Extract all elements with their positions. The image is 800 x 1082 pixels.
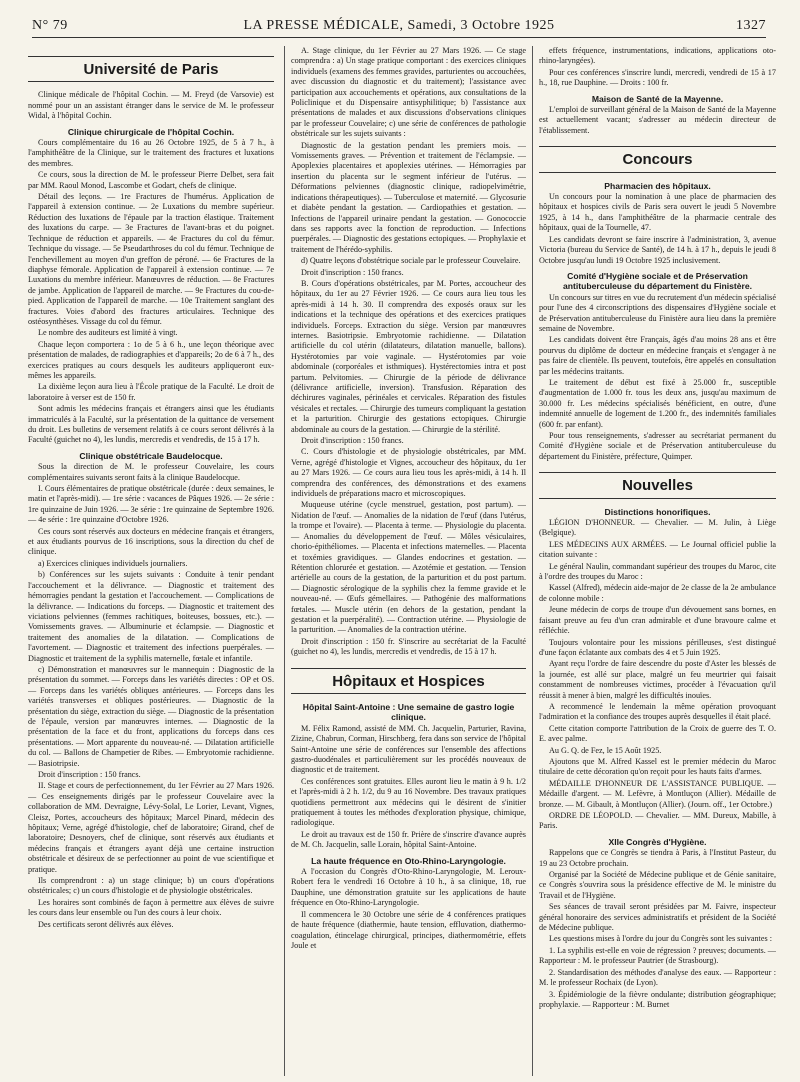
paragraph: Ayant reçu l'ordre de faire descendre du poste d'Aster les blessés de la journée, est allé sur place, malgré un feu meurtrier qui faisait constamment de nombreuses victimes, procéder à l'évacuation qu'il réussit à mener à bien, malgré les difficultés inouïes. (539, 659, 776, 700)
paragraph: Sous la direction de M. le professeur Couvelaire, les cours complémentaires suivants seront faits à la clinique Baudelocque. (28, 462, 274, 482)
paragraph: Au G. Q. de Fez, le 15 Août 1925. (549, 745, 662, 755)
column-3-body (539, 46, 776, 1010)
paragraph: A recommencé le lendemain la même opération provoquant l'admiration et la confiance des troupes auprès desquelles il était placé. (539, 701, 776, 722)
column-3 (532, 46, 776, 1076)
article-heading: Hôpital Saint-Antoine : Une semaine de gastro logie clinique. (302, 701, 515, 723)
paragraph: Ces cours sont réservés aux docteurs en médecine français et étrangers, et aux étudiants pourvus de 16 inscriptions, sous la direction du chef de clinique. (28, 526, 274, 557)
article-heading: Maison de Santé de la Mayenne. (591, 93, 724, 104)
paragraph: Le droit au travaux est de 150 fr. Prière de s'inscrire d'avance auprès de M. Ch. Jacquelin, salle Lorain, hôpital Saint-Antoine. (291, 829, 526, 850)
paragraph: Le nombre des auditeurs est limité à vingt. (38, 328, 178, 338)
paragraph: Détail des leçons. — 1re Fractures de l'humérus. Application de l'appareil à extension continue. — 2e Luxations du membre supérieur. Réduction des luxations de l'épaule par la traction élastique. Traitement des luxations du carpe. — 3e Fractures de l'avant-bras et du poignet. Technique de réduction et appareils. — 4e Fractures du col du fémur. Technique du vissage. — 5e Pseudarthroses du col du fémur. Technique de l'enchevillement au moyen d'un greffon de péroné. — 6e Fractures de la diaphyse fémorale. Application de l'appareil à extension continue. — 7e Luxations du membre inférieur. Manœuvres de réduction. — 8e Fractures de jambe. Application de l'appareil de marche. — 9e Fractures du cou-de-pied. Application de l'appareil de marche. — 10e Traitement sanglant des fractures. Voies d'abord des fractures articulaires. Technique des ostéosynthèses. Vissage du col du fémur. (28, 192, 274, 326)
paragraph: Muqueuse utérine (cycle menstruel, gestation, post partum). — Nidation de l'œuf. — Anomalies de la nidation de l'œuf (dans l'utérus, la trompe et l'ovaire). — Placenta à terme. — Physiologie du placenta. — Anomalies du développement de l'œuf. — Môles vésiculaires, chorio-épithéliomes. — Placenta et infections maternelles. — Placenta et toxémies gravidiques. — Glandes endocrines et gestation. — Rétention chlorurée et gestation. — Azotémie et gestation. — Tension artérielle au cours de la gestation, de la parturition et du post partum. — Diagnostic sérologique de la syphilis chez la femme gravide et le nouveau-né. — Œufs gémellaires. — Pathogénie des malformations fœtales. — Muscle utérin (en dehors de la gestation, pendant la gestation et la puerpéralité). — Contraction utérine. — Physiologie de la parturition. — Anomalies de la contraction utérine. (291, 500, 526, 635)
paragraph: 3. Épidémiologie de la fièvre ondulante; distribution géographique; prophylaxie. — Rapporteur : M. Burnet (539, 989, 776, 1009)
paragraph: B. Cours d'opérations obstétricales, par M. Portes, accoucheur des hôpitaux, du 1er au 27 Février 1926. — Ce cours aura lieu tous les après-midi à 14 h. 30. Il comprendra des exposés oraux sur les indications et la technique des opérations et des exercices pratiques individuels. Forceps. Extraction du siège. Version par manœuvres internes. Basiotripsie. Embryotomie rachidienne. — Dilatation artificielle du col utérin (dilatateurs, dilatation manuelle, ballons). Hystérotomies par voie vaginale. — Hystérotomies par voie abdominale (corporéales et isthmiques). Hystérectomies intra et post partum. Pelvitomies. — Chirurgie de la période de délivrance (délivrance artificielle, inversion). Transfusion. Réparation des déchirures vaginales, périnéales et cervicales. Réparation des fistules vésicales et rectales. — Chirurgie des tumeurs compliquant la gestation et la parturition. Chirurgie des gestations ectopiques. Chirurgie abdominale au cours de la gestation. — Chirurgie de la stérilité. (291, 278, 526, 434)
paragraph: Organisé par la Société de Médecine publique et de Génie sanitaire, ce Congrès s'ouvrira sous la présidence effective de M. le ministre du Travail et de l'Hygiène. (539, 870, 776, 900)
article-heading: Pharmacien des hôpitaux. (604, 180, 711, 191)
paragraph: Des certificats seront délivrés aux élèves. (38, 919, 174, 929)
paragraph: LES MÉDECINS AUX ARMÉES. — Le Journal officiel publie la citation suivante : (539, 539, 776, 560)
paragraph: Le général Naulin, commandant supérieur des troupes du Maroc, cite à l'ordre des troupes du Maroc : (539, 561, 776, 582)
section-title: Concours (622, 151, 693, 169)
paragraph: Les questions mises à l'ordre du jour du Congrès sont les suivantes : (549, 934, 772, 944)
paragraph: A. Stage clinique, du 1er Février au 27 Mars 1926. — Ce stage comprendra : a) Un stage pratique comportant : des exercices cliniques individuels (examens des femmes gravides, parturientes ou accouchées, avec discussion du diagnostic et du traitement); l'assistance avec participation aux accouchements et opérations, aux consultations de la Policlinique et du Dispensaire antisyphilitique; b) l'assistance aux présentations de malades et aux discussions d'observations cliniques par le professeur Couvelaire; c) une série de conférences de pathologie obstétricale sur les sujets suivants : (291, 46, 526, 139)
article-heading: Clinique obstétricale Baudelocque. (79, 450, 223, 461)
section-title: Hôpitaux et Hospices (332, 672, 485, 690)
paragraph: d) Quatre leçons d'obstétrique sociale par le professeur Couvelaire. (301, 256, 521, 266)
paragraph: Cette citation comporte l'attribution de la Croix de guerre des T. O. E. avec palme. (539, 723, 776, 744)
paragraph: a) Exercices cliniques individuels journaliers. (38, 558, 188, 568)
paragraph: I. Cours élémentaires de pratique obstétricale (durée : deux semaines, le matin et l'après-midi). — 1re série : vacances de Pâques 1926. — 2e série : 1re quinzaine de Juin 1926. — 3e série : 1re quinzaine de Septembre 1926. — 4e série : 1re quinzaine d'Octobre 1926. (28, 484, 274, 525)
paragraph: Droit d'inscription : 150 francs. (38, 770, 141, 779)
running-header (32, 18, 766, 38)
paragraph: M. Félix Ramond, assisté de MM. Ch. Jacquelin, Parturier, Ravina, Zizine, Chabrun, Corman, Hirschberg, fera dans son service de l'hôpital Saint-Antoine une série de conférences sur l'ensemble des affections gastro-duodénales et particulièrement sur les procédés nouveaux de diagnostic et de traitement. (291, 723, 526, 775)
paragraph: effets fréquence, instrumentations, indications, applications oto-rhino-laryngées). (539, 46, 776, 66)
paragraph: Sont admis les médecins français et étrangers ainsi que les étudiants immatriculés à la Faculté, sur la présentation de la quittance de versement du droit. Les bulletins de versement relatifs à ce cours seront délivrés à la Faculté (guichet no 4), les lundis, mercredis et vendredis, de 15 à 17 h. (28, 404, 274, 445)
paragraph: Clinique médicale de l'hôpital Cochin. — M. Freyd (de Varsovie) est nommé pour un an assistant étranger dans le service de M. le professeur Widal, à l'hôpital Cochin. (28, 90, 274, 121)
column-2 (284, 46, 526, 1076)
paragraph: b) Conférences sur les sujets suivants : Conduite à tenir pendant l'accouchement et la délivrance. — Diagnostic et traitement des hémorragies pendant la gestation et l'accouchement. — Complications de la délivrance. — Indications du forceps. — Diagnostic et traitement des viciations pelviennes (femmes rachitiques, boiteuses, bossues, etc.). — Vomissements graves. — Albuminurie et éclampsie. — Diagnostic et traitement des anomalies de la dilatation. — Complications de l'avortement. — Diagnostic et traitement des infections puerpérales. — Diagnostic et traitement de la syphilis maternelle, fœtale et infantile. (28, 570, 274, 663)
paragraph: Diagnostic de la gestation pendant les premiers mois. — Vomissements graves. — Prévention et traitement de l'éclampsie. — Apoplexies placentaires et apoplexies utérines. — Hémorragies par insertion du placenta sur le segment inférieur de l'utérus. — Déformations pelviennes (diagnostic clinique, radiopelvimétrie, indications thérapeutiques). — Tuberculose et maternité. — Glycosurie et diabète pendant la gestation. — Cardiopathies et gestation. — Infections de l'appareil urinaire pendant la gestation. — Gonococcie dans ses rapports avec la fonction de reproduction. — Infections puerpérales. — Diagnostic des gestations ectopiques. — Prophylaxie et traitement de l'hérédo-syphilis. (291, 140, 526, 254)
article-heading: La haute fréquence en Oto-Rhino-Laryngologie. (311, 855, 506, 866)
paragraph: C. Cours d'histologie et de physiologie obstétricales, par MM. Verne, agrégé d'histologie et Vignes, accoucheur des hôpitaux, du 1er au 27 Mars 1926. — Ce cours aura lieu tous les après-midi, à 14 h. Il comprendra des conférences, des démonstrations et des examens individuels de préparations macro et microscopiques. (291, 447, 526, 499)
paragraph: Droit d'inscription : 150 francs. (301, 267, 404, 277)
paragraph: Pour tous renseignements, s'adresser au secrétariat permanent du Comité d'Hygiène sociale et de Préservation antituberculeuse du département du Finistère, préfecture, Quimper. (539, 431, 776, 461)
paragraph: Jeune médecin de corps de troupe d'un dévouement sans bornes, en faisant preuve au feu d'un cran admirable et d'une bravoure calme et réfléchie. (539, 605, 776, 636)
paragraph: Droit d'inscription : 150 fr. S'inscrire au secrétariat de la Faculté (guichet no 4), les lundis, mercredis et vendredis, de 15 à 17 h. (291, 636, 526, 657)
paragraph: L'emploi de surveillant général de la Maison de Santé de la Mayenne est actuellement vacant; s'adresser au médecin directeur de l'établissement. (539, 105, 776, 135)
paragraph: Ce cours, sous la direction de M. le professeur Pierre Delbet, sera fait par MM. Raoul Monod, Lascombe et Godart, chefs de clinique. (28, 170, 274, 190)
page-number: 1327 (736, 18, 766, 33)
paragraph: LÉGION D'HONNEUR. — Chevalier. — M. Julin, à Liège (Belgique). (539, 518, 776, 538)
paragraph: Pour ces conférences s'inscrire lundi, mercredi, vendredi de 15 à 17 h., 18, rue Dauphine. — Droits : 100 fr. (539, 67, 776, 88)
paragraph: La dixième leçon aura lieu à l'École pratique de la Faculté. Le droit de laboratoire à verser est de 150 fr. (28, 382, 274, 402)
article-heading: Comité d'Hygiène sociale et de Préservation antituberculeuse du département du Finistère. (562, 270, 753, 292)
paragraph: Kassel (Alfred), médecin aide-major de 2e classe de la 2e ambulance de colonne mobile : (539, 583, 776, 603)
paragraph: A l'occasion du Congrès d'Oto-Rhino-Laryngologie, M. Leroux-Robert fera le vendredi 16 Octobre à 10 h., à sa clinique, 18, rue Dauphine, une démonstration gratuite sur les applications de haute fréquence en Oto-Rhino-Laryngologie. (291, 867, 526, 908)
column-1 (28, 46, 274, 1076)
paragraph: Un concours sur titres en vue du recrutement d'un médecin spécialisé pour l'une des 4 circonscriptions des dispensaires d'Hygiène sociale et de Préservation antituberculeuse du Finistère aura lieu dans la première semaine de Novembre. (539, 292, 776, 333)
paragraph: 1. La syphilis est-elle en voie de régression ? preuves; documents. — Rapporteur : M. le professeur Pautrier (de Strasbourg). (539, 945, 776, 966)
paragraph: MÉDAILLE D'HONNEUR DE L'ASSISTANCE PUBLIQUE. — Médaille d'argent. — M. Lefèvre, à Montluçon (Allier). Médaille de bronze. — M. Gibault, à Montluçon (Allier). (Journ. off., 1er Octobre.) (539, 778, 776, 809)
section-header (539, 472, 776, 498)
section-header (291, 668, 526, 694)
paragraph: ORDRE DE LÉOPOLD. — Chevalier. — MM. Dureux, Mabille, à Paris. (539, 811, 776, 831)
article-heading: Distinctions honorifiques. (604, 506, 711, 517)
paragraph: Ces conférences sont gratuites. Elles auront lieu le matin à 9 h. 1/2 et l'après-midi à 2 h. 1/2, du 9 au 16 Novembre. Des travaux pratiques quotidiens permettront aux médecins qui le désirent de s'initier pratiquement à toutes les méthodes d'exploration physique, chimique, radiologique. (291, 776, 526, 828)
section-title: Nouvelles (622, 477, 693, 495)
paragraph: Les candidats doivent être Français, âgés d'au moins 28 ans et être pourvus du diplôme de docteur en médecine français et s'engager à ne pas faire de clientèle. Ils peuvent, toutefois, être appelés en consultation par les médecins traitants. (539, 335, 776, 376)
column-1-body (28, 90, 274, 930)
article-heading: XIIe Congrès d'Hygiène. (608, 836, 707, 847)
newspaper-title: LA PRESSE MÉDICALE, Samedi, 3 Octobre 1925 (243, 18, 555, 33)
paragraph: Cours complémentaire du 16 au 26 Octobre 1925, de 5 à 7 h., à l'amphithéâtre de la Clinique, sur le traitement des fractures et luxations des membres. (28, 138, 274, 168)
section-header-universite (28, 56, 274, 82)
paragraph: Chaque leçon comportera : 1o de 5 à 6 h., une leçon théorique avec présentation de malades, de radiographies et d'appareils; 2o de 6 à 7 h., des exercices pratiques au cours desquels les auditeurs appliqueront eux-mêmes les appareils. (28, 339, 274, 380)
paragraph: c) Démonstration et manœuvres sur le mannequin : Diagnostic de la présentation du sommet. — Forceps dans les variétés directes : OP et OS. — Forceps dans les variétés obliques antérieures. — Forceps dans les variétés transverses et obliques postérieures. — Diagnostic de la présentation du siège, extraction du siège. — Diagnostic de la présentation de l'épaule, version par manœuvres internes. — Diagnostic de la présentation de la face et du front, applications du forceps dans ces présentations. — Mort apparente du nouveau-né. — Dilatation artificielle du col. — Ballons de Champetier de Ribes. — Embryotomie rachidienne. — Basiotripsie. (28, 664, 274, 768)
paragraph: Ajoutons que M. Alfred Kassel est le premier médecin du Maroc titulaire de cette décoration qu'on reçoit pour les hauts faits d'armes. (539, 756, 776, 777)
article-heading: Clinique chirurgicale de l'hôpital Cochin. (67, 126, 235, 137)
paragraph: Il commencera le 30 Octobre une série de 4 conférences pratiques de haute fréquence (diathermie, haute tension, effluvation, diathermo-coagulation, étincelage chirurgical, principes, diathermométrie, effets Joule et (291, 909, 526, 950)
paragraph: Les horaires sont combinés de façon à permettre aux élèves de suivre les cours dans leur ensemble ou l'un des cours à leur choix. (28, 897, 274, 918)
paragraph: Le traitement de début est fixé à 25.000 fr., susceptible d'augmentation de 1.000 fr. tous les deux ans, jusqu'au maximum de 30.000 fr. Les médecins spécialisés bénéficient, en outre, d'une indemnité annuelle de logement de 1.200 fr., des indemnités familiales (600 fr. par enfant). (539, 377, 776, 429)
paragraph: 2. Standardisation des méthodes d'analyse des eaux. — Rapporteur : M. le professeur Rochaix (de Lyon). (539, 967, 776, 988)
column-2-body (291, 46, 526, 951)
paragraph: Rappelons que ce Congrès se tiendra à Paris, à l'Institut Pasteur, du 19 au 23 Octobre prochain. (539, 848, 776, 868)
paragraph: Ses séances de travail seront présidées par M. Faivre, inspecteur général honoraire des services administratifs et président de la Société de Médecine publique. (539, 902, 776, 933)
paragraph: II. Stage et cours de perfectionnement, du 1er Février au 27 Mars 1926. — Ces enseignements dirigés par le professeur Couvelaire avec la collaboration de MM. Devraigne, Lévy-Solal, Le Lorier, Levant, Vignes, Cleisz, Portes, accoucheurs des hôpitaux; Marcel Pinard, médecin des hôpitaux; Verne, agrégé d'histologie, chef de laboratoire; Girand, chef de laboratoire; Desnoyers, chef de clinique, sont réservés aux étudiants et médecins français et étrangers ayant déjà une certaine instruction obstétricale et désireux de se perfectionner au point de vue scientifique et pratique. (28, 781, 274, 874)
section-header (539, 146, 776, 172)
section-title: Université de Paris (83, 61, 219, 78)
paragraph: Droit d'inscription : 150 francs. (301, 436, 404, 446)
paragraph: Un concours pour la nomination à une place de pharmacien des hôpitaux et hospices civils de Paris sera ouvert le jeudi 5 Novembre 1925, à 14 h., dans l'amphithéâtre de la pharmacie centrale des hôpitaux, quai de la Tournelle, 47. (539, 192, 776, 233)
paragraph: Ils comprendront : a) un stage clinique; b) un cours d'opérations obstétricales; c) un cours d'histologie et de physiologie obstétricales. (28, 876, 274, 896)
paragraph: Toujours volontaire pour les missions périlleuses, s'est distingué d'une façon éclatante aux combats des 4 et 5 Juin 1925. (539, 637, 776, 657)
paragraph: Les candidats devront se faire inscrire à l'administration, 3, avenue Victoria (bureau du Service de Santé), de 14 h. à 17 h., depuis le jeudi 8 Octobre jusqu'au lundi 19 Octobre 1925 inclusivement. (539, 234, 776, 265)
issue-number: N° 79 (32, 18, 68, 33)
